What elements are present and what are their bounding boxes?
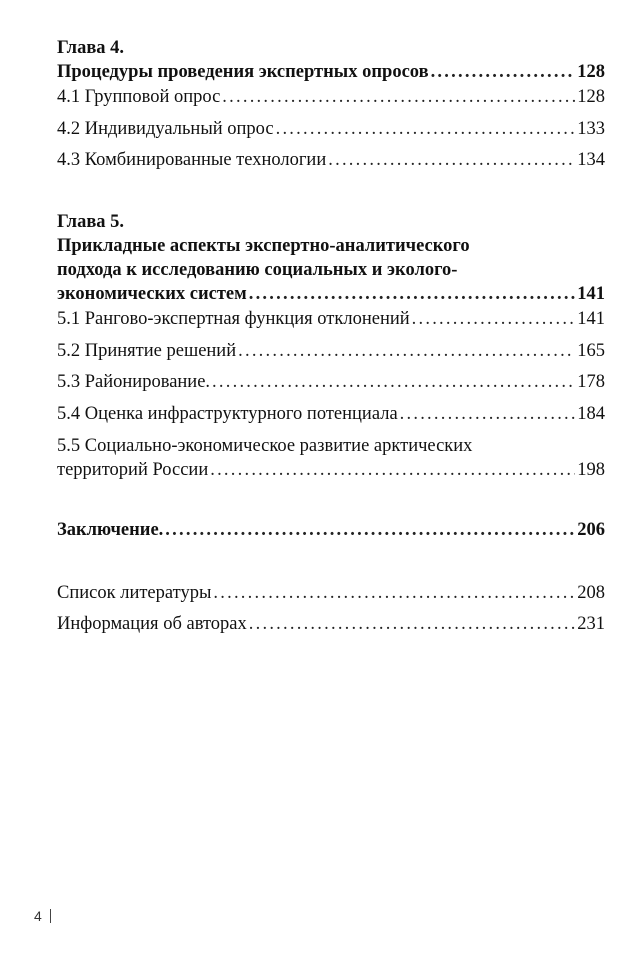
chapter-5-page: 141 — [577, 284, 605, 304]
toc-row-5-4 — [57, 402, 605, 426]
references-page: 208 — [577, 583, 605, 603]
toc-entry — [57, 307, 605, 331]
toc-entry — [57, 612, 605, 636]
page-number: 4 — [34, 908, 42, 924]
toc-entry — [57, 370, 605, 394]
toc-entry — [57, 434, 605, 482]
dot-leader — [276, 117, 576, 141]
chapter-5-title-line-1: Прикладные аспекты экспертно-аналитического — [57, 236, 470, 256]
toc-entry-title: 4.1 Групповой опрос — [57, 87, 221, 107]
chapter-5-title-line-3: экономических систем — [57, 284, 247, 304]
dot-leader — [328, 148, 575, 172]
toc-entry-page: 184 — [577, 404, 605, 424]
toc-row-5-2 — [57, 339, 605, 363]
toc-entry-title: территорий России — [57, 460, 209, 480]
toc-entry — [57, 581, 605, 605]
references-title: Список литературы — [57, 583, 212, 603]
toc-row-references — [57, 581, 605, 605]
authors-page: 231 — [577, 614, 605, 634]
toc-entry-5-5-line-1: 5.5 Социально-экономическое развитие арктических — [57, 436, 473, 456]
toc-entry-page: 165 — [577, 341, 605, 361]
chapter-4-section — [57, 36, 605, 84]
dot-leader — [165, 518, 575, 542]
toc-entry-title: 5.2 Принятие решений — [57, 341, 237, 361]
toc-row-5-3 — [57, 370, 605, 394]
page-footer — [34, 908, 51, 924]
dot-leader — [249, 282, 576, 306]
footer-divider — [50, 909, 51, 923]
chapter-5-title-line-2: подхода к исследованию социальных и эколого- — [57, 260, 458, 280]
authors-title: Информация об авторах — [57, 614, 247, 634]
conclusion-title: Заключение. — [57, 520, 164, 540]
toc-entry — [57, 402, 605, 426]
toc-entry — [57, 518, 605, 542]
toc-entry-page: 198 — [577, 460, 605, 480]
toc-entry — [57, 85, 605, 109]
toc-row-5-5 — [57, 458, 605, 482]
chapter-5-title-row — [57, 282, 605, 306]
dot-leader — [212, 370, 575, 394]
dot-leader — [213, 581, 575, 605]
toc-entry-title: 5.1 Рангово-экспертная функция отклонений — [57, 309, 410, 329]
conclusion-page: 206 — [577, 520, 605, 540]
toc-entry-title: 4.2 Индивидуальный опрос — [57, 119, 274, 139]
toc-entry-title: 4.3 Комбинированные технологии — [57, 150, 327, 170]
chapter-4-title: Процедуры проведения экспертных опросов — [57, 62, 429, 82]
chapter-5-label: Глава 5. — [57, 212, 125, 232]
dot-leader — [210, 458, 575, 482]
dot-leader — [238, 339, 575, 363]
chapter-4-label: Глава 4. — [57, 38, 125, 58]
dot-leader — [400, 402, 576, 426]
toc-entry-page: 178 — [577, 372, 605, 392]
toc-entry-page: 141 — [577, 309, 605, 329]
toc-row-4-2 — [57, 117, 605, 141]
toc-entry — [57, 148, 605, 172]
toc-row-authors — [57, 612, 605, 636]
toc-entry-page: 128 — [577, 87, 605, 107]
toc-entry — [57, 117, 605, 141]
toc-row-conclusion — [57, 518, 605, 542]
toc-entry-title: 5.4 Оценка инфраструктурного потенциала — [57, 404, 398, 424]
chapter-4-title-row — [57, 60, 605, 84]
chapter-5-section — [57, 210, 605, 306]
toc-entry-page: 133 — [577, 119, 605, 139]
toc-row-5-1 — [57, 307, 605, 331]
chapter-4-page: 128 — [577, 62, 605, 82]
toc-entry-page: 134 — [577, 150, 605, 170]
dot-leader — [412, 307, 576, 331]
dot-leader — [222, 85, 575, 109]
dot-leader — [431, 60, 576, 84]
toc-entry-title: 5.3 Районирование. — [57, 372, 211, 392]
toc-row-4-1 — [57, 85, 605, 109]
toc-row-4-3 — [57, 148, 605, 172]
table-of-contents-page — [57, 0, 605, 960]
dot-leader — [249, 612, 575, 636]
toc-entry — [57, 339, 605, 363]
